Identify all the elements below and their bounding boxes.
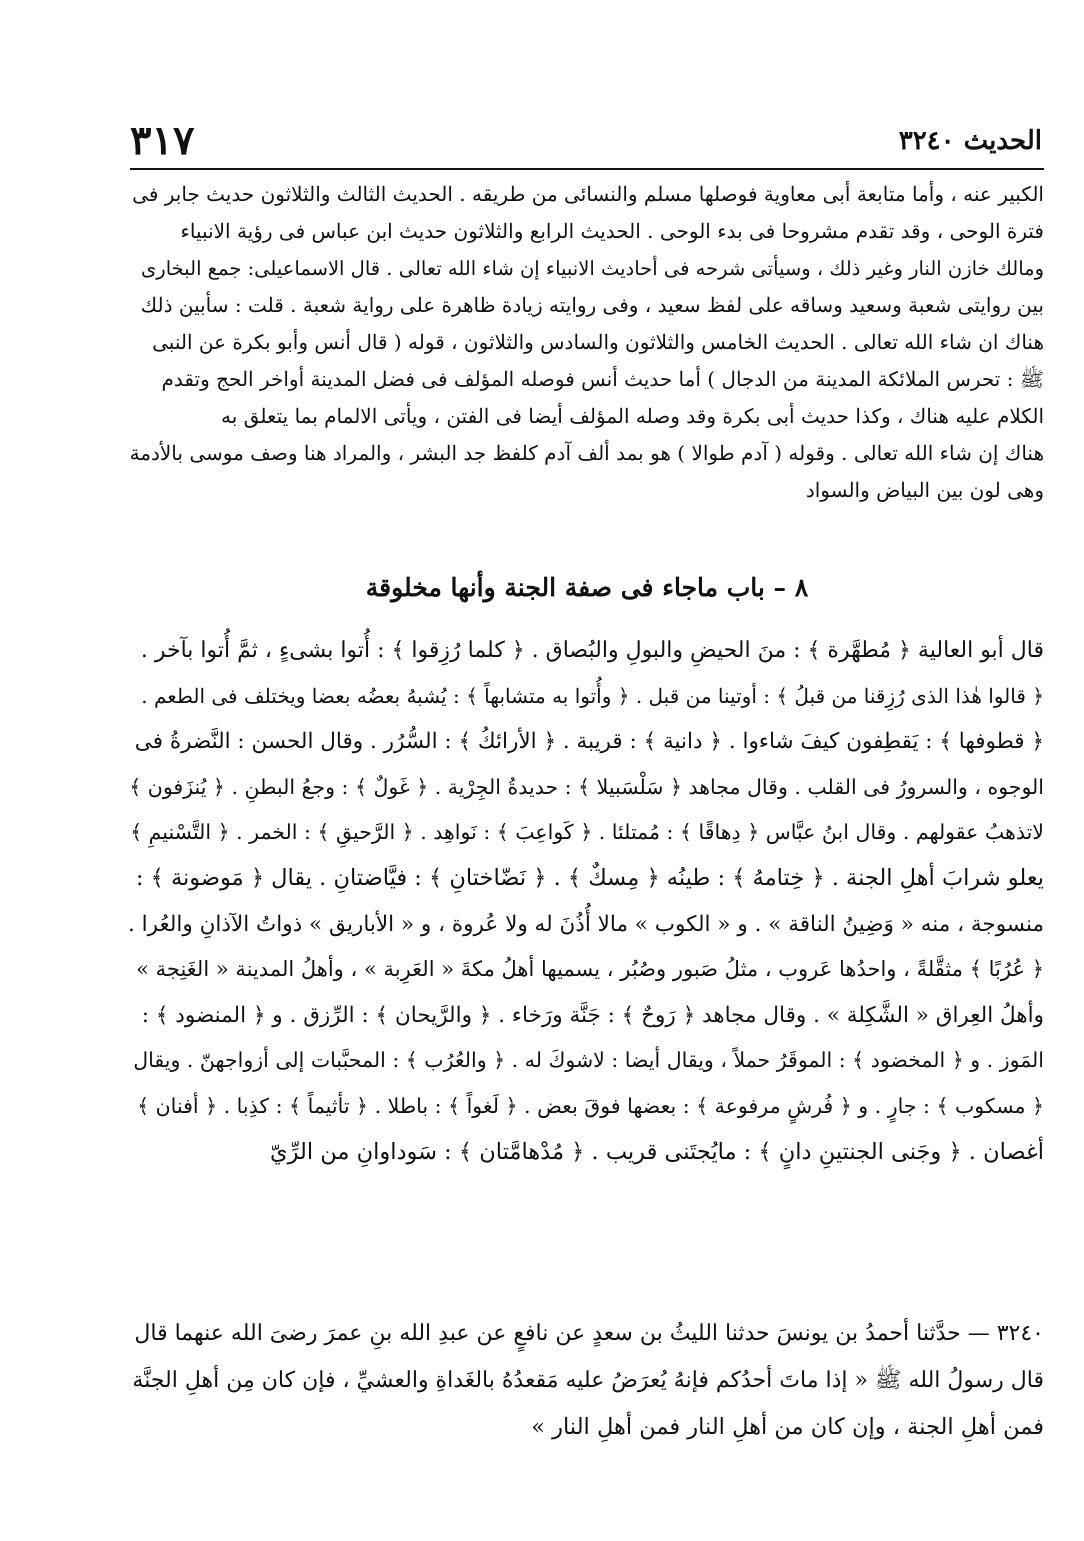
hadith-line: ٣٢٤٠ — حدَّثنا أحمدُ بن يونسَ حدثنا الليثُ بن سعدٍ عن نافعٍ عن عبدِ الله بنِ عمرَ رضىَ الله عنهما قال	[134, 1321, 1044, 1346]
header-rule	[130, 168, 1044, 170]
commentary-line: ﷺ : تحرس الملائكة المدينة من الدجال ) أما حديث أنس فوصله المؤلف فى فضل المدينة أواخر الحج وتقدم	[161, 367, 1044, 391]
main-text-line: لاتذهبُ عقولهم . وقال ابنُ عبَّاس ﴿ دِهاقًا ﴾ : مُمتلئا . ﴿ كَواعِبَ ﴾ : نَواهِد . ﴿ الرَّحيقِ ﴾ : الخمر . ﴿ التَّسْنيمِ ﴾	[130, 820, 1044, 845]
hadith-block	[128, 1310, 1044, 1451]
commentary-line: ومالك خازن النار وغير ذلك ، وسيأتى شرحه فى أحاديث الانبياء إن شاء الله تعالى . قال الاسماعيلى: جمع البخارى	[141, 257, 1044, 280]
page-number: ٣١٧	[130, 117, 195, 164]
main-text-line: الوجوه ، والسرورُ فى القلب . وقال مجاهد ﴿ سَلْسَبيلا ﴾ : حديدةُ الجِرْية . ﴿ غَولٌ ﴾ : وجعُ البطنِ . ﴿ يُنزَفون ﴾	[129, 774, 1044, 799]
commentary-line: الكلام عليه هناك ، وكذا حديث أبى بكرة وقد وصله المؤلف أيضا فى الفتن ، ويأتى الالمام بما يتعلق به	[221, 404, 1044, 428]
commentary-line: هناك ان شاء الله تعالى . الحديث الخامس والثلاثون والسادس والثلاثون ، قوله ( قال أنس وأبو بكرة عن النبى	[152, 330, 1044, 354]
main-text-line: ﴿ قالوا هٰذا الذى رُزِقنا من قبلُ ﴾ : أوتينا من قبل . ﴿ وأُتوا به متشابهاً ﴾ : يُشبهُ بعضُه بعضا ويختلف فى الطعم .	[141, 683, 1044, 708]
commentary-line: بين روايتى شعبة وسعيد وساقه على لفظ سعيد ، وفى روايته زيادة ظاهرة على رواية شعبة . قلت : سأبين ذلك	[140, 293, 1044, 317]
main-text-line: قال أبو العالية ﴿ مُطهَّرة ﴾ : منَ الحيضِ والبولِ والبُصاق . ﴿ كلما رُزِقوا ﴾ : أُتوا بشىءٍ ، ثمَّ أُتوا بآخر .	[140, 638, 1044, 663]
running-title: الحديث ٣٢٤٠	[898, 126, 1042, 156]
main-text-line: أغصان . ﴿ وجَنى الجنتينِ دانٍ ﴾ : مايُجتَنى قريب . ﴿ مُدْهامَّتان ﴾ : سَوداوانِ من الرِّيّ	[270, 1138, 1044, 1165]
hadith-line: فمن أهلِ الجنة ، وإن كان من أهلِ النار فمن أهلِ النار »	[531, 1414, 1044, 1440]
commentary-line: هناك إن شاء الله تعالى . وقوله ( آدم طوالا ) هو بمد ألف آدم كلفظ جد البشر ، والمراد هنا وصف موسى بالأدمة	[129, 441, 1044, 465]
commentary-block	[128, 176, 1044, 509]
main-text-line: المَوز . و ﴿ المخضود ﴾ : الموقَرُ حملاً ، ويقال أيضا : لاشوكَ له . ﴿ والعُرُب ﴾ : المحبَّبات إلى أزواجهنّ . ويقال	[133, 1048, 1044, 1073]
main-text-line: يعلو شرابَ أهلِ الجنة . ﴿ خِتامهُ ﴾ : طينُه ﴿ مِسكٌ ﴾ . ﴿ نَضّاختانِ ﴾ : فيَّاضتانِ . يقال ﴿ مَوضونة ﴾ :	[135, 864, 1044, 891]
commentary-line: وهى لون بين البياض والسواد	[805, 478, 1044, 502]
chapter-heading: ٨ – باب ماجاء فى صفة الجنة وأنها مخلوقة	[365, 573, 809, 602]
main-text-line: ﴿ مسكوب ﴾ : جارٍ . و ﴿ فُرشٍ مرفوعة ﴾ : بعضها فوقَ بعض . ﴿ لَغواً ﴾ : باطلا . ﴿ تأثيماً ﴾ : كذِبا . ﴿ أفنان ﴾	[137, 1093, 1044, 1118]
commentary-line: فترة الوحى ، وقد تقدم مشروحا فى بدء الوحى . الحديث الرابع والثلاثون حديث ابن عباس فى رؤية الانبياء	[180, 219, 1044, 243]
main-text-line: وأهلُ العِراق « الشَّكِلة » . وقال مجاهد ﴿ رَوحٌ ﴾ : جَنَّة ورَخاء . ﴿ والرَّيحان ﴾ : الرِّزق . و ﴿ المنضود ﴾ :	[141, 1002, 1044, 1028]
hadith-line: قال رسولُ الله ﷺ « إذا ماتَ أحدُكم فإنهُ يُعرَضُ عليه مَقعدُهُ بالغَداةِ والعشيِّ ، فإن كان مِن أهلِ الجنَّة	[132, 1368, 1044, 1393]
main-text-block	[128, 628, 1044, 1175]
page-header	[130, 118, 1042, 164]
main-text-line: ﴿ قطوفها ﴾ : يَقطِفون كيفَ شاءوا . ﴿ دانية ﴾ : قريبة . ﴿ الأرائكُ ﴾ : السُّرُر . وقال الحسن : النَّضرةُ فى	[134, 729, 1044, 755]
main-text-line: ﴿ عُرُبًا ﴾ مثقَّلةً ، واحدُها عَروب ، مثلُ صَبور وصُبُر ، يسميها أهلُ مكةَ « العَرِبة » ، وأهلُ المدينة « الغَنِجة »	[136, 957, 1044, 982]
commentary-line: الكبير عنه ، وأما متابعة أبى معاوية فوصلها مسلم والنسائى من طريقه . الحديث الثالث والثلاثون حديث جابر فى	[132, 182, 1044, 206]
main-text-line: منسوجة ، منه « وَضِينُ الناقة » . و « الكوب » مالا أُذُنَ له ولا عُروة ، و « الأباريق » ذواتُ الآذانِ والعُرا .	[128, 911, 1044, 937]
